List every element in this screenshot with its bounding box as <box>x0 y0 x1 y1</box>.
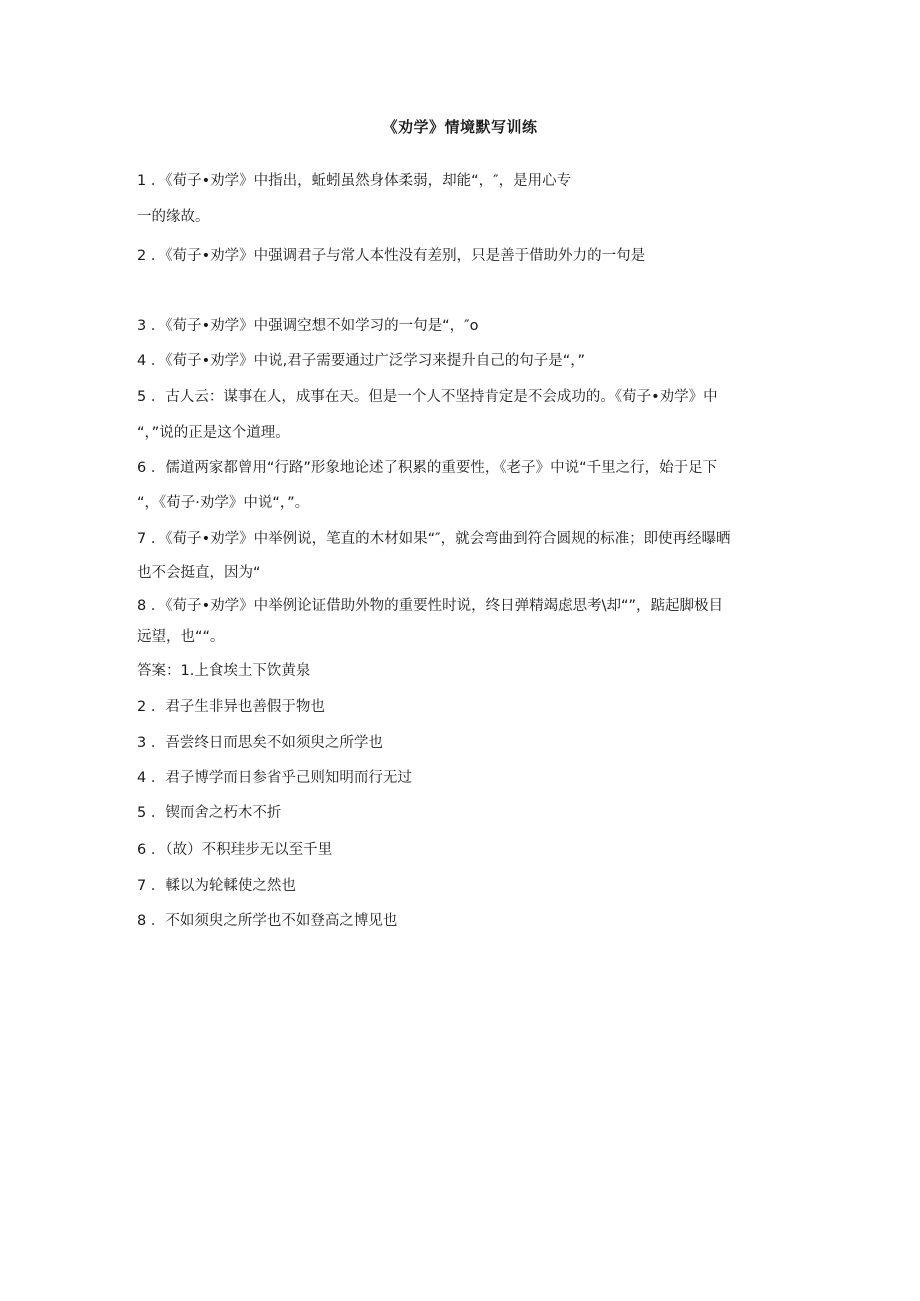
answer-line-7: 7 ．輮以为轮輮使之然也 <box>137 878 296 894</box>
question-4-line-1: 4 ．《荀子•劝学》中说,君子需要通过广泛学习来提升自己的句子是“，” <box>137 353 586 369</box>
question-2-line-1: 2 ．《荀子•劝学》中强调君子与常人本性没有差别，只是善于借助外力的一句是 <box>137 248 646 264</box>
question-7-line-2: 也不会挺直，因为“ <box>137 565 261 581</box>
answer-line-8: 8 ．不如须臾之所学也不如登高之博见也 <box>137 913 398 929</box>
answer-line-4: 4 ．君子博学而日参省乎己则知明而行无过 <box>137 770 412 786</box>
question-1-line-1: 1 ．《荀子•劝学》中指出，蚯蚓虽然身体柔弱，却能“，″，是用心专 <box>137 173 572 189</box>
question-7-line-1: 7 ．《荀子•劝学》中举例说，笔直的木材如果“″，就会弯曲到符合圆规的标准；即使再经曝晒 <box>137 531 731 547</box>
answer-line-3: 3 ．吾尝终日而思矣不如须臾之所学也 <box>137 735 383 751</box>
answer-line-1: 答案：1.上食埃土下饮黄泉 <box>137 663 311 679</box>
question-3-line-1: 3 ．《荀子•劝学》中强调空想不如学习的一句是“，″o <box>137 318 479 334</box>
question-8-line-2: 远望，也““。 <box>137 629 225 645</box>
question-5-line-1: 5 ．古人云：谋事在人，成事在天。但是一个人不坚持肯定是不会成功的。《荀子•劝学》中 <box>137 389 718 405</box>
question-5-line-2: “，”说的正是这个道理。 <box>137 425 290 441</box>
question-6-line-2: “，《荀子·劝学》中说“，”。 <box>137 495 310 511</box>
question-1-line-2: 一的缘故。 <box>137 209 210 225</box>
page-title: 《劝学》情境默写训练 <box>382 118 538 136</box>
answer-line-6: 6 ．（故）不积珪步无以至千里 <box>137 842 333 858</box>
answer-line-5: 5 ．锲而舍之朽木不折 <box>137 805 282 821</box>
question-6-line-1: 6 ．儒道两家都曾用“行路”形象地论述了积累的重要性，《老子》中说“千里之行，始于足下 <box>137 460 718 476</box>
question-8-line-1: 8 ．《荀子•劝学》中举例论证借助外物的重要性时说，终日弹精竭虑思考\却“”，踮起脚极目 <box>137 598 724 614</box>
answer-line-2: 2 ．君子生非异也善假于物也 <box>137 699 325 715</box>
